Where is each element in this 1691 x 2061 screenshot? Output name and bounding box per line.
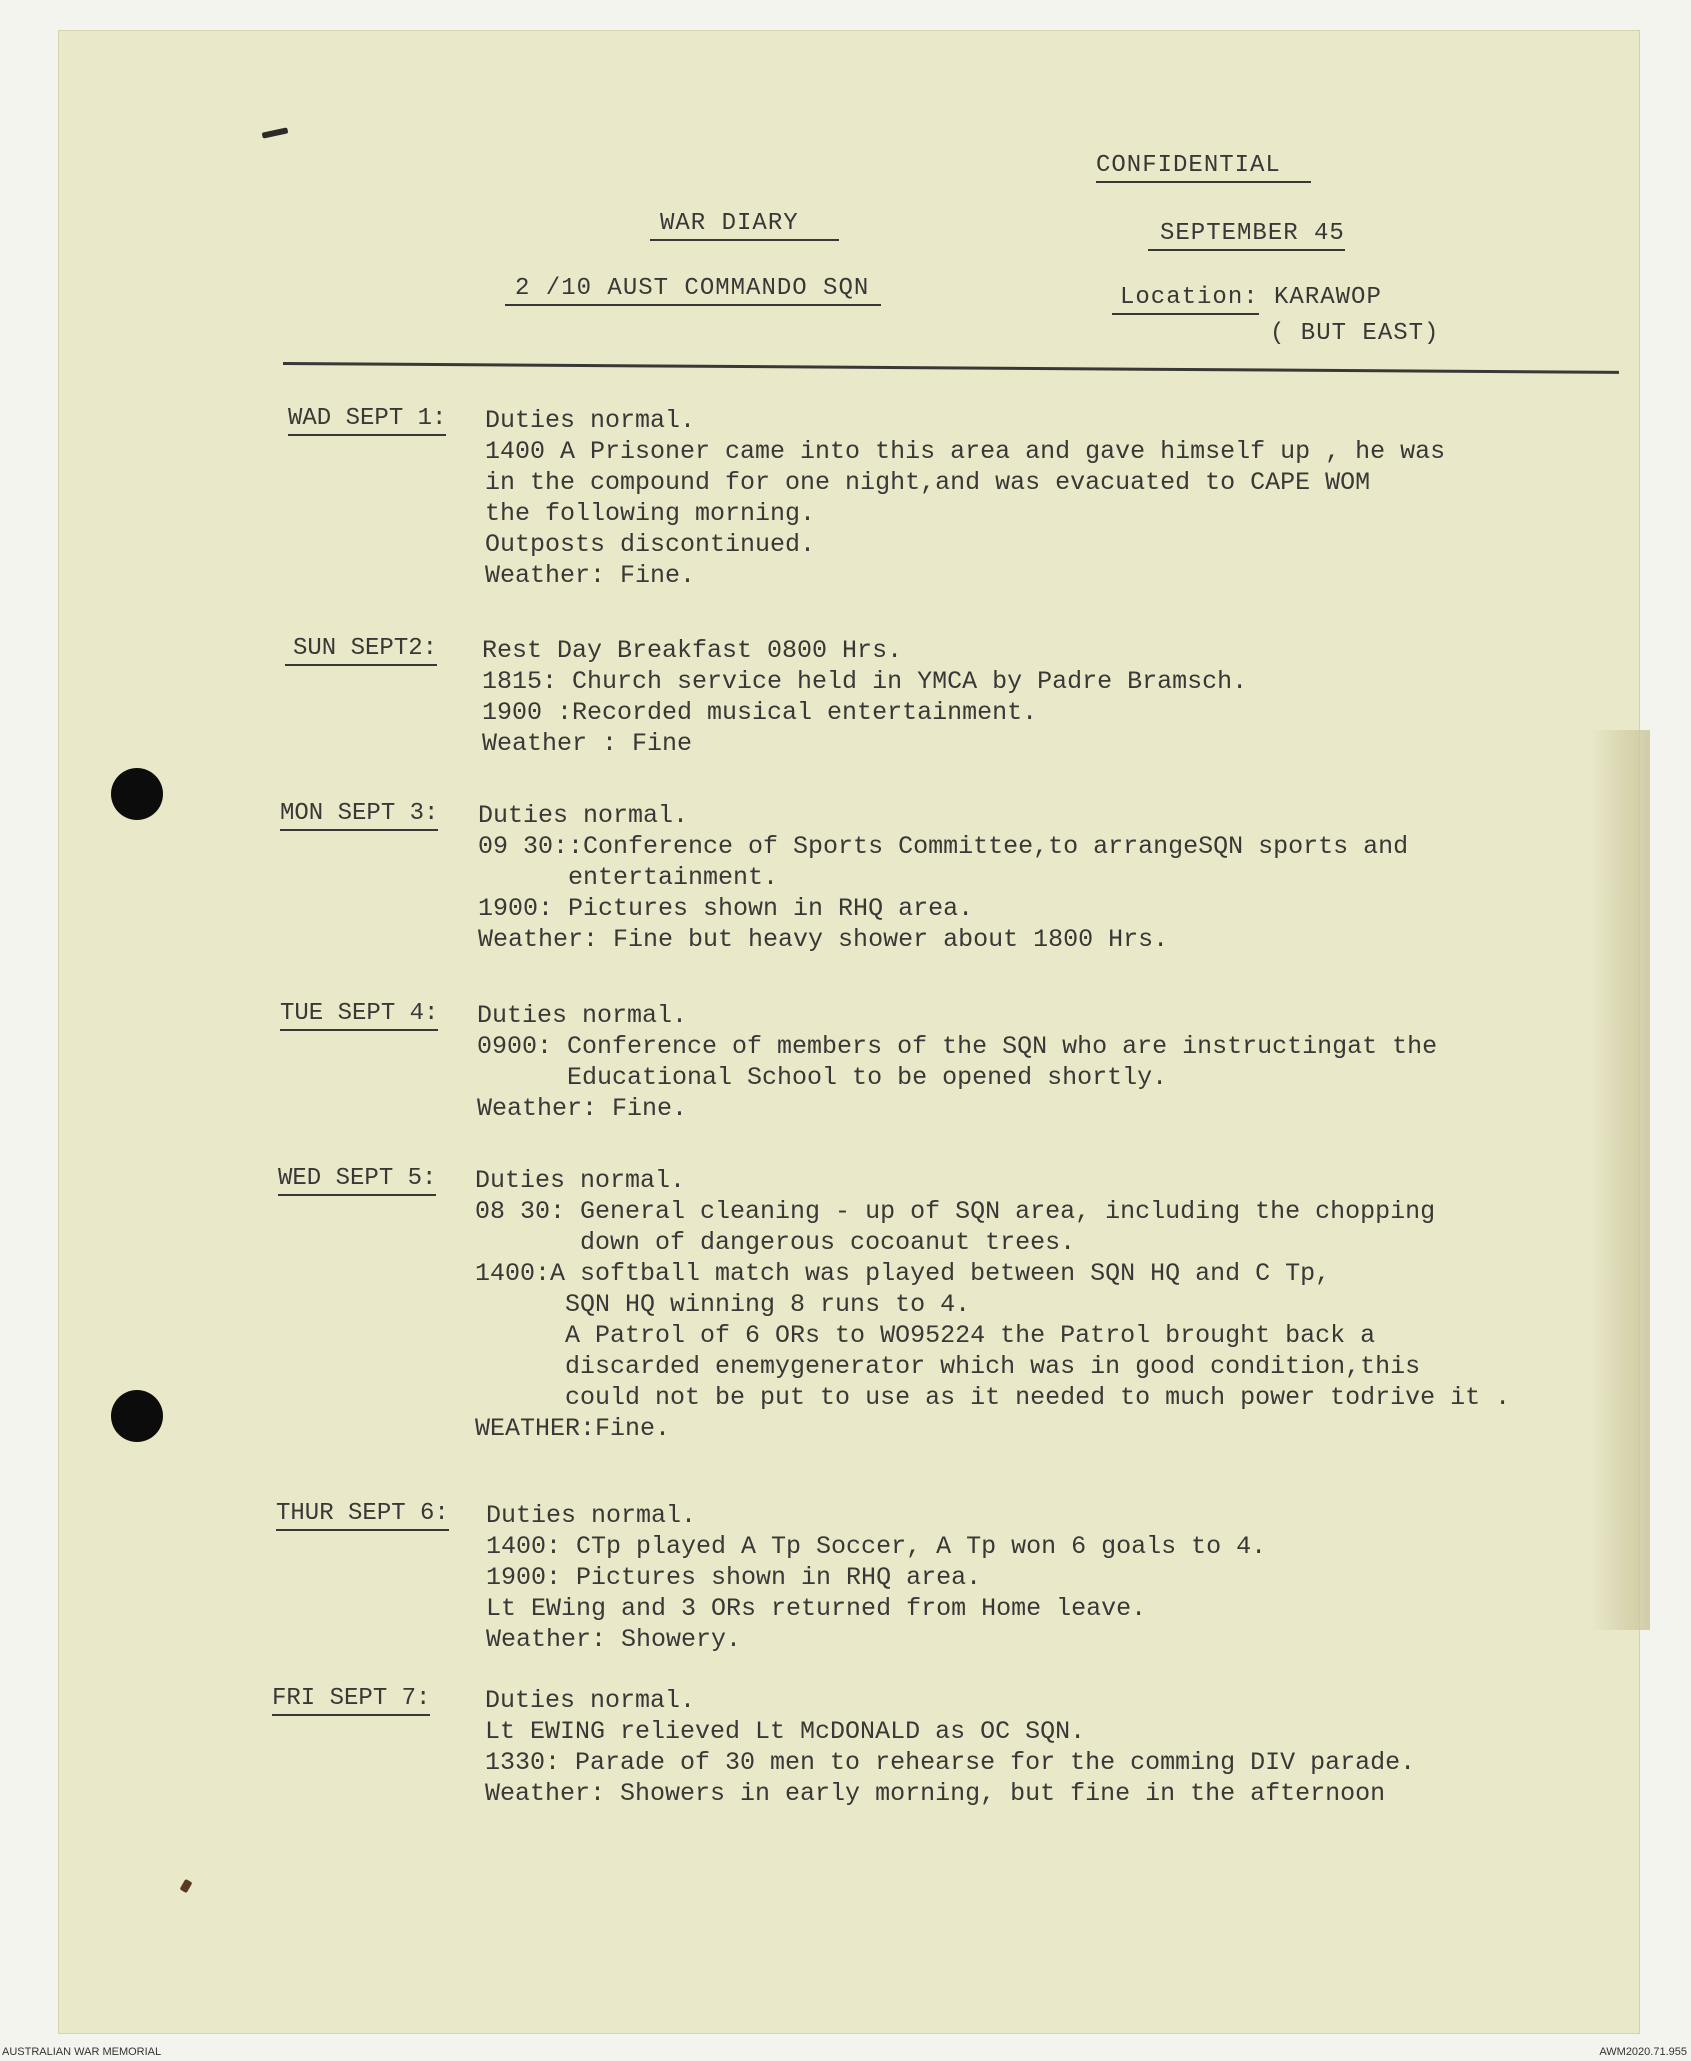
- entry-line: the following morning.: [485, 499, 816, 528]
- entry-line: Weather: Showers in early morning, but fine in the afternoon: [485, 1779, 1386, 1808]
- entry-line: SQN HQ winning 8 runs to 4.: [475, 1290, 971, 1319]
- entry-line: in the compound for one night,and was evacuated to CAPE WOM: [485, 468, 1371, 497]
- entry-line: 1400:A softball match was played between SQN HQ and C Tp,: [475, 1259, 1331, 1288]
- entry-line: 09 30::Conference of Sports Committee,to arrangeSQN sports and: [478, 832, 1409, 861]
- water-stain: [1590, 730, 1650, 1630]
- entry-line: 1400: CTp played A Tp Soccer, A Tp won 6 goals to 4.: [486, 1532, 1267, 1561]
- entry-line: Weather: Fine.: [485, 561, 696, 590]
- entry-line: 1815: Church service held in YMCA by Padre Bramsch.: [482, 667, 1248, 696]
- entry-line: Duties normal.: [486, 1501, 697, 1530]
- entry-line: WEATHER:Fine.: [475, 1414, 671, 1443]
- entry-line: 1330: Parade of 30 men to rehearse for the comming DIV parade.: [485, 1748, 1416, 1777]
- entry-line: Duties normal.: [485, 1686, 696, 1715]
- location: Location: KARAWOP: [1112, 284, 1382, 311]
- month: SEPTEMBER 45: [1148, 220, 1345, 247]
- entry-date: WAD SEPT 1:: [288, 405, 446, 432]
- entry-date: THUR SEPT 6:: [276, 1500, 449, 1527]
- entry-date: SUN SEPT2:: [285, 635, 437, 662]
- entry-line: discarded enemygenerator which was in good condition,this: [475, 1352, 1421, 1381]
- entry-line: Lt EWing and 3 ORs returned from Home leave.: [486, 1594, 1147, 1623]
- punch-hole-bottom: [111, 1390, 163, 1442]
- entry-line: Duties normal.: [475, 1166, 686, 1195]
- entry-line: Weather: Fine.: [477, 1094, 688, 1123]
- location-note: ( BUT EAST): [1270, 320, 1440, 347]
- entry-line: 08 30: General cleaning - up of SQN area, including the chopping: [475, 1197, 1436, 1226]
- archive-reference: AWM2020.71.955: [1599, 2046, 1687, 2058]
- entry-line: Weather: Fine but heavy shower about 1800 Hrs.: [478, 925, 1169, 954]
- entry-date: MON SEPT 3:: [280, 800, 438, 827]
- entry-line: Lt EWING relieved Lt McDONALD as OC SQN.: [485, 1717, 1086, 1746]
- entry-line: Duties normal.: [485, 406, 696, 435]
- entry-line: 1900: Pictures shown in RHQ area.: [478, 894, 974, 923]
- entry-line: entertainment.: [478, 863, 779, 892]
- entry-line: A Patrol of 6 ORs to WO95224 the Patrol brought back a: [475, 1321, 1376, 1350]
- confidential-stamp: CONFIDENTIAL: [1096, 152, 1311, 179]
- entry-line: 1900: Pictures shown in RHQ area.: [486, 1563, 982, 1592]
- entry-date: WED SEPT 5:: [278, 1165, 436, 1192]
- entry-line: Educational School to be opened shortly.: [477, 1063, 1168, 1092]
- entry-date: TUE SEPT 4:: [280, 1000, 438, 1027]
- entry-line: Weather : Fine: [482, 729, 693, 758]
- entry-line: Duties normal.: [477, 1001, 688, 1030]
- entry-date: FRI SEPT 7:: [272, 1685, 430, 1712]
- document-title: WAR DIARY: [650, 210, 839, 237]
- entry-line: Weather: Showery.: [486, 1625, 742, 1654]
- entry-line: down of dangerous cocoanut trees.: [475, 1228, 1076, 1257]
- entry-line: 1900 :Recorded musical entertainment.: [482, 698, 1038, 727]
- entry-line: Rest Day Breakfast 0800 Hrs.: [482, 636, 903, 665]
- entry-line: 0900: Conference of members of the SQN who are instructingat the: [477, 1032, 1438, 1061]
- entry-line: could not be put to use as it needed to much power todrive it .: [475, 1383, 1511, 1412]
- entry-line: Duties normal.: [478, 801, 689, 830]
- unit-name: 2 /10 AUST COMMANDO SQN: [505, 275, 881, 302]
- punch-hole-top: [111, 768, 163, 820]
- entry-line: Outposts discontinued.: [485, 530, 816, 559]
- archive-credit: AUSTRALIAN WAR MEMORIAL: [2, 2046, 162, 2058]
- entry-line: 1400 A Prisoner came into this area and gave himself up , he was: [485, 437, 1446, 466]
